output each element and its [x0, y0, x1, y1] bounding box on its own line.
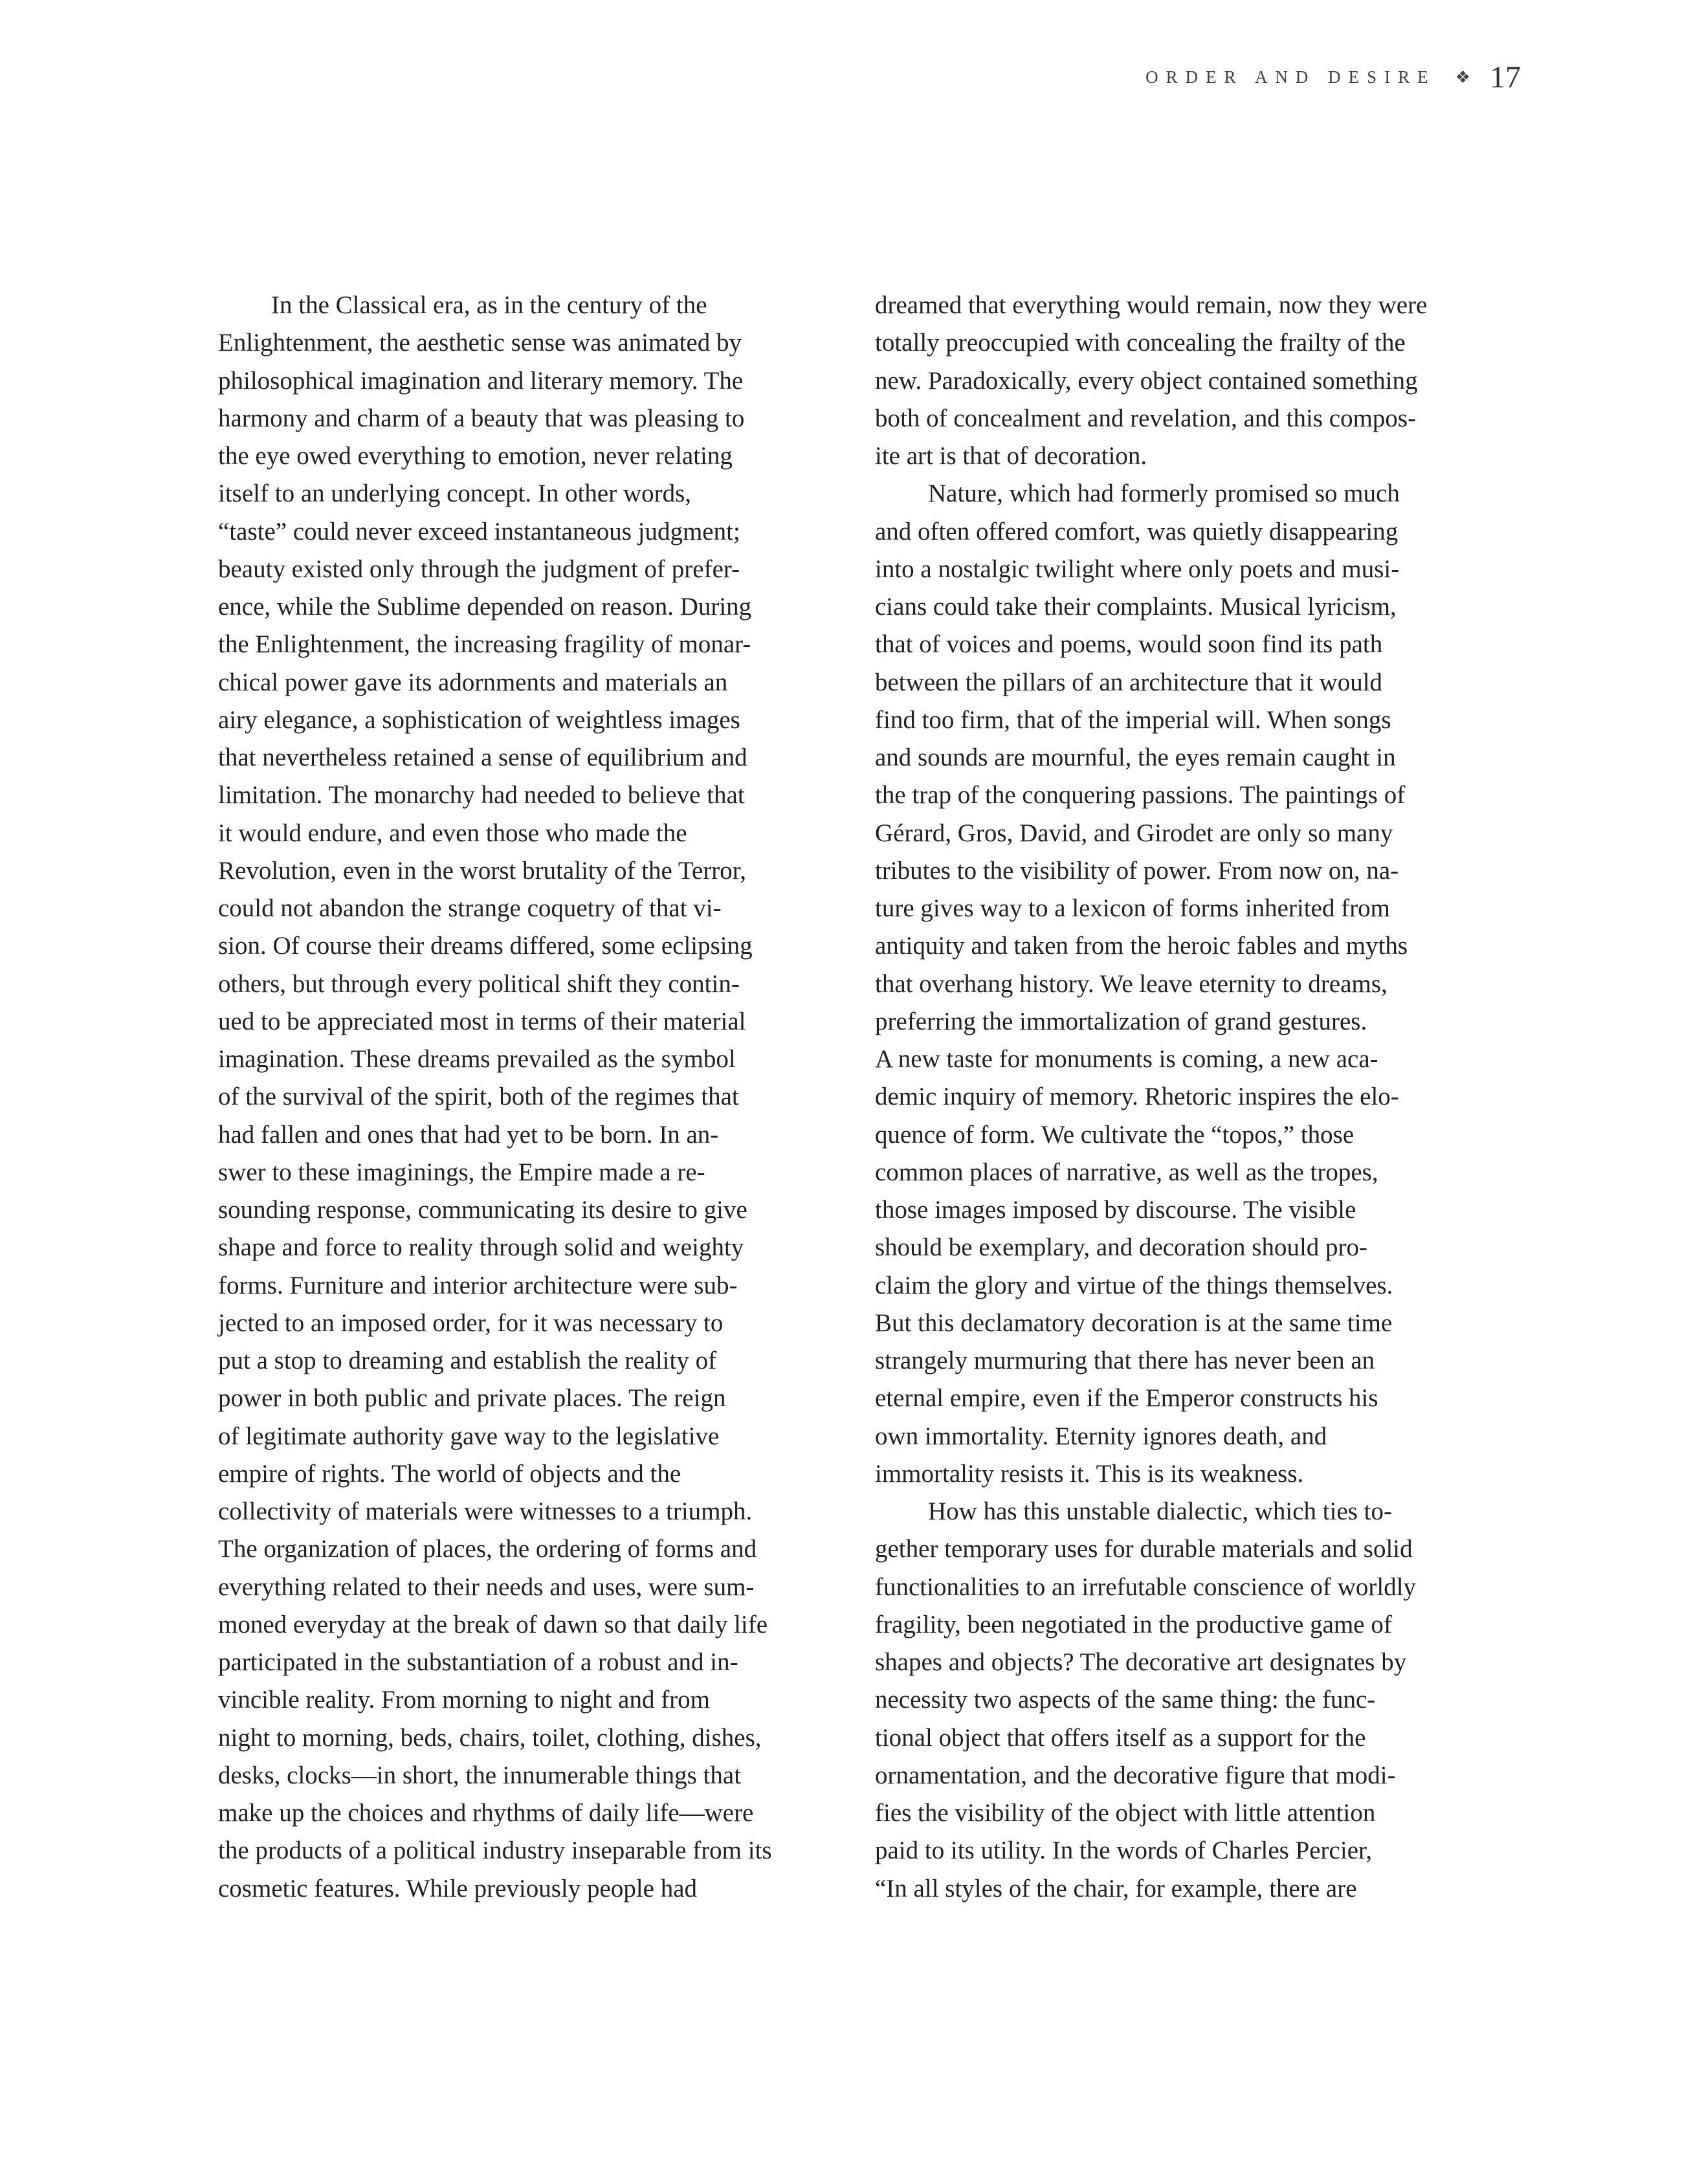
text-line: between the pillars of an architecture that it would: [875, 668, 1383, 696]
text-line: new. Paradoxically, every object contained something: [875, 366, 1418, 395]
text-line: fragility, been negotiated in the productive game of: [875, 1610, 1392, 1638]
text-line: ture gives way to a lexicon of forms inherited from: [875, 894, 1391, 922]
text-line: ornamentation, and the decorative figure that modi-: [875, 1761, 1396, 1789]
text-line: In the Classical era, as in the century of the: [271, 291, 707, 319]
text-line: shape and force to reality through solid and weighty: [218, 1233, 744, 1262]
text-line: airy elegance, a sophistication of weightless images: [218, 705, 740, 734]
text-line: sounding response, communicating its desire to give: [218, 1196, 747, 1224]
text-line: “In all styles of the chair, for example, there are: [875, 1874, 1357, 1903]
text-line: eternal empire, even if the Emperor constructs his: [875, 1384, 1378, 1413]
text-line: The organization of places, the ordering of forms and: [218, 1535, 757, 1563]
text-line: tributes to the visibility of power. From now on, na-: [875, 856, 1399, 885]
text-line: into a nostalgic twilight where only poets and musi-: [875, 555, 1400, 583]
text-line: Revolution, even in the worst brutality of the Terror,: [218, 856, 746, 885]
text-line: night to morning, beds, chairs, toilet, clothing, dishes,: [218, 1723, 762, 1752]
text-line: forms. Furniture and interior architecture were sub-: [218, 1271, 738, 1299]
text-line: beauty existed only through the judgment of prefer-: [218, 555, 740, 583]
text-line: it would endure, and even those who made the: [218, 819, 687, 847]
text-line: demic inquiry of memory. Rhetoric inspires the elo-: [875, 1083, 1399, 1111]
text-line: participated in the substantiation of a robust and in-: [218, 1648, 738, 1676]
text-line: necessity two aspects of the same thing: the func-: [875, 1686, 1376, 1714]
text-line: Enlightenment, the aesthetic sense was animated by: [218, 329, 742, 357]
text-line: make up the choices and rhythms of daily life—were: [218, 1799, 754, 1827]
text-line: cosmetic features. While previously people had: [218, 1874, 698, 1903]
text-line: empire of rights. The world of objects and the: [218, 1459, 681, 1488]
text-line: common places of narrative, as well as the tropes,: [875, 1158, 1378, 1186]
text-line: Gérard, Gros, David, and Girodet are only so many: [875, 819, 1393, 847]
text-line: functionalities to an irrefutable conscience of worldly: [875, 1572, 1417, 1601]
text-line: shapes and objects? The decorative art designates by: [875, 1648, 1407, 1676]
text-line: that of voices and poems, would soon find its path: [875, 630, 1383, 659]
text-line: ence, while the Sublime depended on reason. During: [218, 593, 752, 621]
text-line: others, but through every political shift they contin-: [218, 969, 740, 998]
page-number: 17: [1490, 60, 1521, 94]
text-line: preferring the immortalization of grand gestures.: [875, 1007, 1367, 1035]
text-line: could not abandon the strange coquetry of that vi-: [218, 894, 722, 922]
text-line: the eye owed everything to emotion, never relating: [218, 442, 733, 470]
text-line: itself to an underlying concept. In other words,: [218, 480, 692, 508]
running-header: [1145, 60, 1521, 95]
text-line: had fallen and ones that had yet to be born. In an-: [218, 1120, 719, 1149]
text-line: totally preoccupied with concealing the frailty of the: [875, 329, 1406, 357]
text-line: immortality resists it. This is its weakness.: [875, 1459, 1304, 1488]
text-line: gether temporary uses for durable materials and solid: [875, 1535, 1413, 1563]
text-line: But this declamatory decoration is at the same time: [875, 1308, 1393, 1337]
text-line: find too firm, that of the imperial will. When songs: [875, 705, 1391, 734]
text-line: imagination. These dreams prevailed as the symbol: [218, 1045, 736, 1073]
text-line: that overhang history. We leave eternity to dreams,: [875, 969, 1387, 998]
text-line: those images imposed by discourse. The visible: [875, 1196, 1356, 1224]
text-line: dreamed that everything would remain, now they were: [875, 291, 1428, 319]
left-column: [218, 287, 823, 1908]
text-line: of the survival of the spirit, both of the regimes that: [218, 1083, 739, 1111]
text-line: put a stop to dreaming and establish the reality of: [218, 1347, 717, 1374]
text-line: ite art is that of decoration.: [875, 442, 1147, 470]
text-line: quence of form. We cultivate the “topos,” those: [875, 1120, 1354, 1149]
text-line: everything related to their needs and uses, were sum-: [218, 1572, 755, 1601]
running-title: ORDER AND DESIRE: [1145, 67, 1436, 87]
right-column: [875, 287, 1496, 1908]
text-line: desks, clocks—in short, the innumerable things that: [218, 1761, 742, 1789]
text-line: ued to be appreciated most in terms of their material: [218, 1007, 746, 1035]
text-line: sion. Of course their dreams differed, some eclipsing: [218, 932, 753, 960]
text-line: fies the visibility of the object with little attention: [875, 1799, 1376, 1827]
text-line: the Enlightenment, the increasing fragility of monar-: [218, 630, 751, 659]
text-line: antiquity and taken from the heroic fables and myths: [875, 932, 1408, 960]
text-line: chical power gave its adornments and materials an: [218, 668, 728, 696]
text-line: harmony and charm of a beauty that was pleasing to: [218, 404, 745, 432]
text-line: cians could take their complaints. Musical lyricism,: [875, 593, 1397, 621]
text-line: paid to its utility. In the words of Charles Percier,: [875, 1837, 1373, 1865]
text-line: own immortality. Eternity ignores death, and: [875, 1422, 1327, 1450]
text-line: collectivity of materials were witnesses to a triumph.: [218, 1497, 753, 1525]
ornament-icon: ❖: [1455, 67, 1470, 87]
text-line: “taste” could never exceed instantaneous judgment;: [218, 517, 740, 546]
text-line: that nevertheless retained a sense of equilibrium and: [218, 744, 747, 771]
text-line: and sounds are mournful, the eyes remain caught in: [875, 744, 1396, 771]
text-line: tional object that offers itself as a support for the: [875, 1723, 1366, 1752]
text-line: swer to these imaginings, the Empire made a re-: [218, 1158, 705, 1186]
text-line: jected to an imposed order, for it was necessary to: [218, 1308, 724, 1337]
text-line: philosophical imagination and literary memory. The: [218, 366, 744, 395]
text-line: the trap of the conquering passions. The paintings of: [875, 781, 1406, 810]
text-line: claim the glory and virtue of the things themselves.: [875, 1271, 1393, 1299]
text-line: How has this unstable dialectic, which ties to-: [928, 1497, 1393, 1525]
text-line: of legitimate authority gave way to the legislative: [218, 1422, 720, 1450]
text-line: the products of a political industry inseparable from its: [218, 1837, 772, 1865]
text-line: strangely murmuring that there has never been an: [875, 1347, 1375, 1374]
text-line: should be exemplary, and decoration should pro-: [875, 1233, 1368, 1262]
text-line: and often offered comfort, was quietly disappearing: [875, 517, 1398, 546]
text-line: A new taste for monuments is coming, a new aca-: [875, 1045, 1378, 1073]
text-line: vincible reality. From morning to night and from: [218, 1686, 711, 1714]
text-line: both of concealment and revelation, and this compos-: [875, 404, 1417, 432]
text-line: power in both public and private places. The reign: [218, 1384, 726, 1413]
text-line: moned everyday at the break of dawn so that daily life: [218, 1610, 768, 1638]
text-line: Nature, which had formerly promised so much: [928, 480, 1400, 508]
text-line: limitation. The monarchy had needed to believe that: [218, 781, 745, 810]
